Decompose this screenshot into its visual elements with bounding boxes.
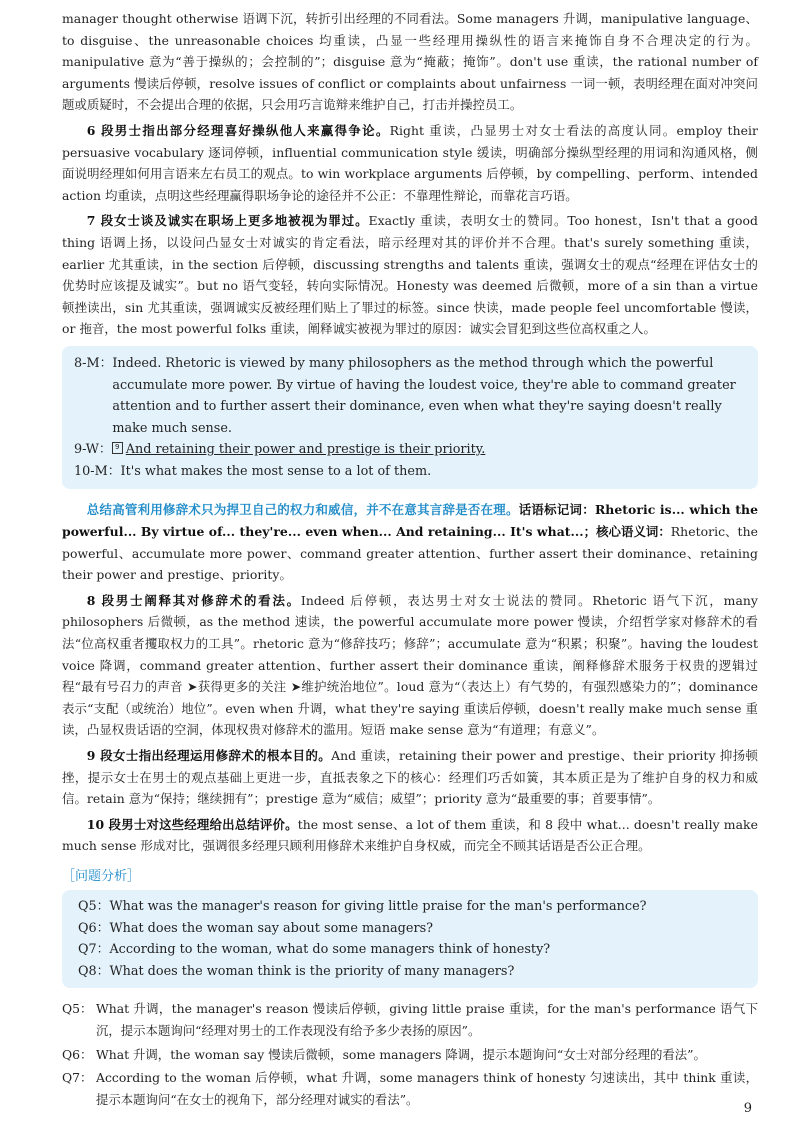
analysis-item <box>62 998 758 1041</box>
core-words: Rhetoric、the powerful、accumulate more power、command greater attention、further assert their dominance、retaining their power and prestige、priority。 <box>62 524 758 583</box>
paragraph-7-heading: 7 段女士谈及诚实在职场上更多地被视为罪过。 <box>86 213 369 229</box>
analysis-item <box>62 1044 758 1066</box>
dialogue-box <box>62 346 758 490</box>
question-item <box>78 961 746 983</box>
question-label: Q7： <box>78 942 110 958</box>
question-label: Q5： <box>78 898 110 914</box>
dialogue-text: Indeed. Rhetoric is viewed by many philosophers as the method through which the powerful accumulate more power. By virtue of having the loudest voice, they're able to command greater attention and to further assert their dominance, even when what they're saying doesn't really make much sense. <box>112 355 736 436</box>
speaker-label: 8-M： <box>74 355 113 371</box>
summary-paragraph <box>62 499 758 585</box>
section-title: ［问题分析］ <box>62 868 141 884</box>
paragraph-6-body: Right 重读，凸显男士对女士看法的高度认同。employ their persuasive vocabulary 逐词停顿，influential communication style 缓读，明确部分操纵型经理的用词和沟通风格，侧面说明经理如何用言语来左右员工的观点。to win workplace arguments 后停顿，by compelling、perform、intended action 均重读，点明这些经理赢得职场争论的途径并不公正：不靠理性辩论，而靠花言巧语。 <box>62 122 758 203</box>
dialogue-text: And retaining their power and prestige is their priority. <box>125 442 486 458</box>
question-label: Q6： <box>78 920 110 936</box>
paragraph-9-body: And 重读，retaining their power and prestige、their priority 抑扬顿挫，提示女士在男士的观点基础上更进一步，直抵表象之下的核心：经理们巧舌如簧，其本质正是为了维护自身的权力和威信。retain 意为“保持；继续拥有”；prestige 意为“威信；威望”；priority 意为“最重要的事；首要事情”。 <box>62 748 758 807</box>
analysis-text: What 升调，the manager's reason 慢读后停顿，giving little praise 重读，for the man's performance 语气下沉，提示本题询问“经理对男士的工作表现没有给予多少表扬的原因”。 <box>96 1001 758 1038</box>
paragraph-7 <box>62 210 758 340</box>
dialogue-line-10 <box>74 461 746 483</box>
paragraph-9-heading: 9 段女士指出经理运用修辞术的根本目的。 <box>86 748 332 763</box>
page-content <box>62 8 758 1112</box>
question-text: What does the woman say about some managers? <box>109 920 433 936</box>
analysis-label: Q5： <box>62 1001 93 1017</box>
paragraph-10-body: the most sense、a lot of them 重读，和 8 段中 what... doesn't really make much sense 形成对比，强调很多经理只顾利用修辞术来维护自身权威，而完全不顾其话语是否公正合理。 <box>62 816 758 854</box>
paragraph-8-heading: 8 段男士阐释其对修辞术的看法。 <box>86 592 301 608</box>
speaker-label: 9-W： <box>74 442 112 458</box>
analysis-item <box>62 1067 758 1110</box>
question-item <box>78 918 746 940</box>
question-text: What does the woman think is the priority of many managers? <box>109 963 515 979</box>
paragraph-8 <box>62 590 758 741</box>
analysis-label: Q7： <box>62 1070 93 1086</box>
paragraph-10-heading: 10 段男士对这些经理给出总结评价。 <box>86 816 298 832</box>
paragraph-6 <box>62 120 758 206</box>
question-text: What was the manager's reason for giving little praise for the man's performance? <box>109 898 647 914</box>
dialogue-text: It's what makes the most sense to a lot of them. <box>120 463 432 479</box>
question-item <box>78 939 746 961</box>
page-number: 9 <box>743 1101 752 1116</box>
paragraph-7-body: Exactly 重读，表明女士的赞同。Too honest，Isn't that a good thing 语调上扬，以设问凸显女士对诚实的肯定看法，暗示经理对其的评价并不合理。that's surely something 重读，earlier 尤其重读，in the section 后停顿，discussing strengths and talents 重读，强调女士的观点“经理在评估女士的优势时应该提及诚实”。but no 语气变轻，转向实际情况。Honesty was deemed 后微顿，more of a sin than a virtue 顿挫读出，sin 尤其重读，强调诚实反被经理们贴上了罪过的标签。since 快读，made people feel uncomfortable 慢读，or 拖音，the most powerful folks 重读，阐释诚实被视为罪过的原因：诚实会冒犯到这些位高权重之人。 <box>62 213 758 337</box>
questions-box <box>62 890 758 988</box>
question-label: Q8： <box>78 963 110 979</box>
paragraph-8-body: Indeed 后停顿，表达男士对女士说法的赞同。Rhetoric 语气下沉，many philosophers 后微顿，as the method 速读，the powerful accumulate more power 慢读，介绍哲学家对修辞术的看法“位高权重者攫取权力的工具”。rhetoric 意为“修辞技巧；修辞”；accumulate 意为“积累；积聚”。having the loudest voice 降调，command greater attention、further assert their dominance 重读，阐释修辞术服务于权贵的逻辑过程“最有号召力的声音 ➤获得更多的关注 ➤维护统治地位”。loud 意为“（表达上）有气势的，有强烈感染力的”；dominance 表示“支配（或统治）地位”。even when 升调，what they're saying 重读后停顿，doesn't really make much sense 重读，凸显权贵话语的空洞，体现权贵对修辞术的滥用。短语 make sense 意为“有道理；有意义”。 <box>62 592 758 738</box>
summary-highlight: 总结高管利用修辞术只为捍卫自己的权力和威信，并不在意其言辞是否在理。 <box>86 502 519 518</box>
paragraph-6-heading: 6 段男士指出部分经理喜好操纵他人来赢得争论。 <box>86 122 390 138</box>
core-words-label: 核心语义词： <box>596 524 671 540</box>
paragraph-intro: manager thought otherwise 语调下沉，转折引出经理的不同看法。Some managers 升调，manipulative language、to disguise、the unreasonable choices 均重读，凸显一些经理用操纵性的语言来掩饰自身不合理决定的行为。manipulative 意为“善于操纵的；会控制的”；disguise 意为“掩蔽；掩饰”。don't use 重读，the rational number of arguments 慢读后停顿，resolve issues of conflict or complaints about unfairness 一词一顿，表明经理在面对冲突问题或质疑时，不会提出合理的依据，只会用巧言诡辩来维护自己，打击并操控员工。 <box>62 11 758 113</box>
paragraph-9 <box>62 745 758 810</box>
speaker-label: 10-M： <box>74 463 121 479</box>
dialogue-line-8 <box>74 353 746 439</box>
discourse-markers: 话语标记词：Rhetoric is... which the powerful... By virtue of... they're... even when... And retaining... It's what...； <box>62 502 758 540</box>
question-item <box>78 896 746 918</box>
analysis-label: Q6： <box>62 1046 93 1062</box>
question-text: According to the woman, what do some managers think of honesty? <box>109 942 551 958</box>
dialogue-line-9 <box>74 439 746 461</box>
analysis-text: What 升调，the woman say 慢读后微顿，some managers 降调，提示本题询问“女士对部分经理的看法”。 <box>96 1046 706 1062</box>
question-marker-icon: 9 <box>112 442 123 454</box>
paragraph-10 <box>62 814 758 857</box>
analysis-text: According to the woman 后停顿，what 升调，some managers think of honesty 匀速读出，其中 think 重读，提示本题询问“在女士的视角下，部分经理对诚实的看法”。 <box>96 1070 758 1107</box>
